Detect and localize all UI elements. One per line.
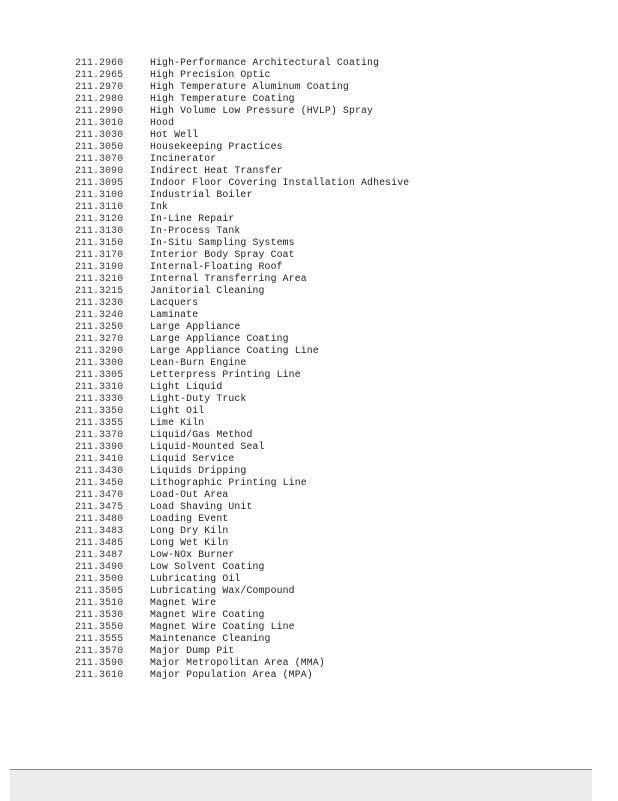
page-footer-bar bbox=[10, 769, 592, 801]
definition-row bbox=[75, 645, 409, 657]
defined-term: Long Wet Kiln bbox=[150, 537, 229, 548]
defined-term: Lacquers bbox=[150, 297, 199, 308]
defined-term: Light Liquid bbox=[150, 381, 223, 392]
definition-row bbox=[75, 405, 409, 417]
definition-row bbox=[75, 81, 409, 93]
defined-term: Liquid/Gas Method bbox=[150, 429, 253, 440]
defined-term: Light Oil bbox=[150, 405, 205, 416]
defined-term: Light-Duty Truck bbox=[150, 393, 247, 404]
defined-term: Housekeeping Practices bbox=[150, 141, 283, 152]
section-number: 211.2980 bbox=[75, 93, 124, 104]
definition-row bbox=[75, 609, 409, 621]
section-number: 211.3490 bbox=[75, 561, 124, 572]
section-number: 211.2960 bbox=[75, 57, 124, 68]
defined-term: Liquid-Mounted Seal bbox=[150, 441, 265, 452]
section-number: 211.2990 bbox=[75, 105, 124, 116]
defined-term: Interior Body Spray Coat bbox=[150, 249, 295, 260]
section-number: 211.3500 bbox=[75, 573, 124, 584]
section-number: 211.3485 bbox=[75, 537, 124, 548]
section-number: 211.3120 bbox=[75, 213, 124, 224]
defined-term: High Temperature Coating bbox=[150, 93, 295, 104]
section-number: 211.3410 bbox=[75, 453, 124, 464]
definition-row bbox=[75, 225, 409, 237]
defined-term: Loading Event bbox=[150, 513, 229, 524]
defined-term: In-Situ Sampling Systems bbox=[150, 237, 295, 248]
definition-row bbox=[75, 297, 409, 309]
definition-row bbox=[75, 669, 409, 681]
defined-term: Major Dump Pit bbox=[150, 645, 235, 656]
defined-term: Magnet Wire bbox=[150, 597, 217, 608]
section-number: 211.3470 bbox=[75, 489, 124, 500]
definition-row bbox=[75, 525, 409, 537]
section-number: 211.3090 bbox=[75, 165, 124, 176]
definition-row bbox=[75, 429, 409, 441]
definition-row bbox=[75, 477, 409, 489]
definition-row bbox=[75, 213, 409, 225]
section-number: 211.3330 bbox=[75, 393, 124, 404]
section-number: 211.3240 bbox=[75, 309, 124, 320]
section-number: 211.2965 bbox=[75, 69, 124, 80]
defined-term: High Temperature Aluminum Coating bbox=[150, 81, 349, 92]
section-number: 211.3555 bbox=[75, 633, 124, 644]
definition-row bbox=[75, 393, 409, 405]
definition-row bbox=[75, 57, 409, 69]
defined-term: Lithographic Printing Line bbox=[150, 477, 307, 488]
definition-row bbox=[75, 657, 409, 669]
definition-row bbox=[75, 93, 409, 105]
defined-term: Incinerator bbox=[150, 153, 217, 164]
definition-row bbox=[75, 117, 409, 129]
defined-term: Magnet Wire Coating Line bbox=[150, 621, 295, 632]
definition-row bbox=[75, 633, 409, 645]
definition-row bbox=[75, 357, 409, 369]
section-number: 211.3190 bbox=[75, 261, 124, 272]
definition-row bbox=[75, 489, 409, 501]
definition-row bbox=[75, 237, 409, 249]
section-number: 211.2970 bbox=[75, 81, 124, 92]
definition-row bbox=[75, 597, 409, 609]
definition-row bbox=[75, 621, 409, 633]
definition-row bbox=[75, 177, 409, 189]
definition-row bbox=[75, 573, 409, 585]
section-number: 211.3215 bbox=[75, 285, 124, 296]
section-number: 211.3505 bbox=[75, 585, 124, 596]
section-number: 211.3570 bbox=[75, 645, 124, 656]
defined-term: Lubricating Wax/Compound bbox=[150, 585, 295, 596]
defined-term: In-Process Tank bbox=[150, 225, 241, 236]
section-number: 211.3487 bbox=[75, 549, 124, 560]
section-number: 211.3510 bbox=[75, 597, 124, 608]
defined-term: Industrial Boiler bbox=[150, 189, 253, 200]
defined-term: Lean-Burn Engine bbox=[150, 357, 247, 368]
definition-row bbox=[75, 321, 409, 333]
section-number: 211.3230 bbox=[75, 297, 124, 308]
defined-term: Janitorial Cleaning bbox=[150, 285, 265, 296]
definition-row bbox=[75, 129, 409, 141]
defined-term: Large Appliance bbox=[150, 321, 241, 332]
definition-row bbox=[75, 309, 409, 321]
defined-term: Ink bbox=[150, 201, 169, 212]
section-number: 211.3300 bbox=[75, 357, 124, 368]
definition-row bbox=[75, 465, 409, 477]
defined-term: Long Dry Kiln bbox=[150, 525, 229, 536]
defined-term: Low-NOx Burner bbox=[150, 549, 235, 560]
section-number: 211.3450 bbox=[75, 477, 124, 488]
section-number: 211.3310 bbox=[75, 381, 124, 392]
definition-row bbox=[75, 369, 409, 381]
definition-row bbox=[75, 69, 409, 81]
section-number: 211.3390 bbox=[75, 441, 124, 452]
section-number: 211.3070 bbox=[75, 153, 124, 164]
defined-term: High Volume Low Pressure (HVLP) Spray bbox=[150, 105, 374, 116]
defined-term: Internal-Floating Roof bbox=[150, 261, 283, 272]
defined-term: Large Appliance Coating bbox=[150, 333, 289, 344]
defined-term: Indirect Heat Transfer bbox=[150, 165, 283, 176]
definition-row bbox=[75, 585, 409, 597]
section-number: 211.3095 bbox=[75, 177, 124, 188]
definition-row bbox=[75, 441, 409, 453]
definition-row bbox=[75, 381, 409, 393]
defined-term: Maintenance Cleaning bbox=[150, 633, 271, 644]
defined-term: Liquids Dripping bbox=[150, 465, 247, 476]
defined-term: Internal Transferring Area bbox=[150, 273, 307, 284]
defined-term: Lime Kiln bbox=[150, 417, 205, 428]
definition-row bbox=[75, 165, 409, 177]
section-number: 211.3010 bbox=[75, 117, 124, 128]
section-number: 211.3210 bbox=[75, 273, 124, 284]
definition-row bbox=[75, 261, 409, 273]
section-number: 211.3530 bbox=[75, 609, 124, 620]
definition-row bbox=[75, 105, 409, 117]
section-number: 211.3590 bbox=[75, 657, 124, 668]
section-number: 211.3483 bbox=[75, 525, 124, 536]
definition-row bbox=[75, 333, 409, 345]
section-number: 211.3250 bbox=[75, 321, 124, 332]
section-number: 211.3150 bbox=[75, 237, 124, 248]
defined-term: Load Shaving Unit bbox=[150, 501, 253, 512]
section-number: 211.3430 bbox=[75, 465, 124, 476]
section-number: 211.3370 bbox=[75, 429, 124, 440]
defined-term: Major Population Area (MPA) bbox=[150, 669, 313, 680]
section-number: 211.3480 bbox=[75, 513, 124, 524]
definition-row bbox=[75, 285, 409, 297]
section-number: 211.3305 bbox=[75, 369, 124, 380]
section-number: 211.3030 bbox=[75, 129, 124, 140]
definition-row bbox=[75, 453, 409, 465]
section-number: 211.3270 bbox=[75, 333, 124, 344]
section-number: 211.3050 bbox=[75, 141, 124, 152]
section-number: 211.3110 bbox=[75, 201, 124, 212]
definition-row bbox=[75, 153, 409, 165]
section-number: 211.3550 bbox=[75, 621, 124, 632]
definition-row bbox=[75, 537, 409, 549]
defined-term: In-Line Repair bbox=[150, 213, 235, 224]
definition-row bbox=[75, 549, 409, 561]
definition-row bbox=[75, 417, 409, 429]
defined-term: Liquid Service bbox=[150, 453, 235, 464]
definition-row bbox=[75, 345, 409, 357]
definition-row bbox=[75, 189, 409, 201]
defined-term: Lubricating Oil bbox=[150, 573, 241, 584]
defined-term: Indoor Floor Covering Installation Adhesive bbox=[150, 177, 410, 188]
defined-term: Large Appliance Coating Line bbox=[150, 345, 319, 356]
section-number: 211.3100 bbox=[75, 189, 124, 200]
definition-row bbox=[75, 561, 409, 573]
definition-row bbox=[75, 141, 409, 153]
section-number: 211.3475 bbox=[75, 501, 124, 512]
defined-term: Major Metropolitan Area (MMA) bbox=[150, 657, 325, 668]
defined-term: Load-Out Area bbox=[150, 489, 229, 500]
defined-term: Hot Well bbox=[150, 129, 199, 140]
section-number: 211.3610 bbox=[75, 669, 124, 680]
definition-row bbox=[75, 201, 409, 213]
defined-term: High-Performance Architectural Coating bbox=[150, 57, 380, 68]
definition-row bbox=[75, 273, 409, 285]
defined-term: Magnet Wire Coating bbox=[150, 609, 265, 620]
definition-row bbox=[75, 513, 409, 525]
section-number: 211.3130 bbox=[75, 225, 124, 236]
definitions-list bbox=[75, 57, 409, 681]
definition-row bbox=[75, 249, 409, 261]
definition-row bbox=[75, 501, 409, 513]
section-number: 211.3355 bbox=[75, 417, 124, 428]
section-number: 211.3350 bbox=[75, 405, 124, 416]
section-number: 211.3290 bbox=[75, 345, 124, 356]
section-number: 211.3170 bbox=[75, 249, 124, 260]
defined-term: Hood bbox=[150, 117, 175, 128]
defined-term: Laminate bbox=[150, 309, 199, 320]
defined-term: Low Solvent Coating bbox=[150, 561, 265, 572]
defined-term: Letterpress Printing Line bbox=[150, 369, 301, 380]
defined-term: High Precision Optic bbox=[150, 69, 271, 80]
